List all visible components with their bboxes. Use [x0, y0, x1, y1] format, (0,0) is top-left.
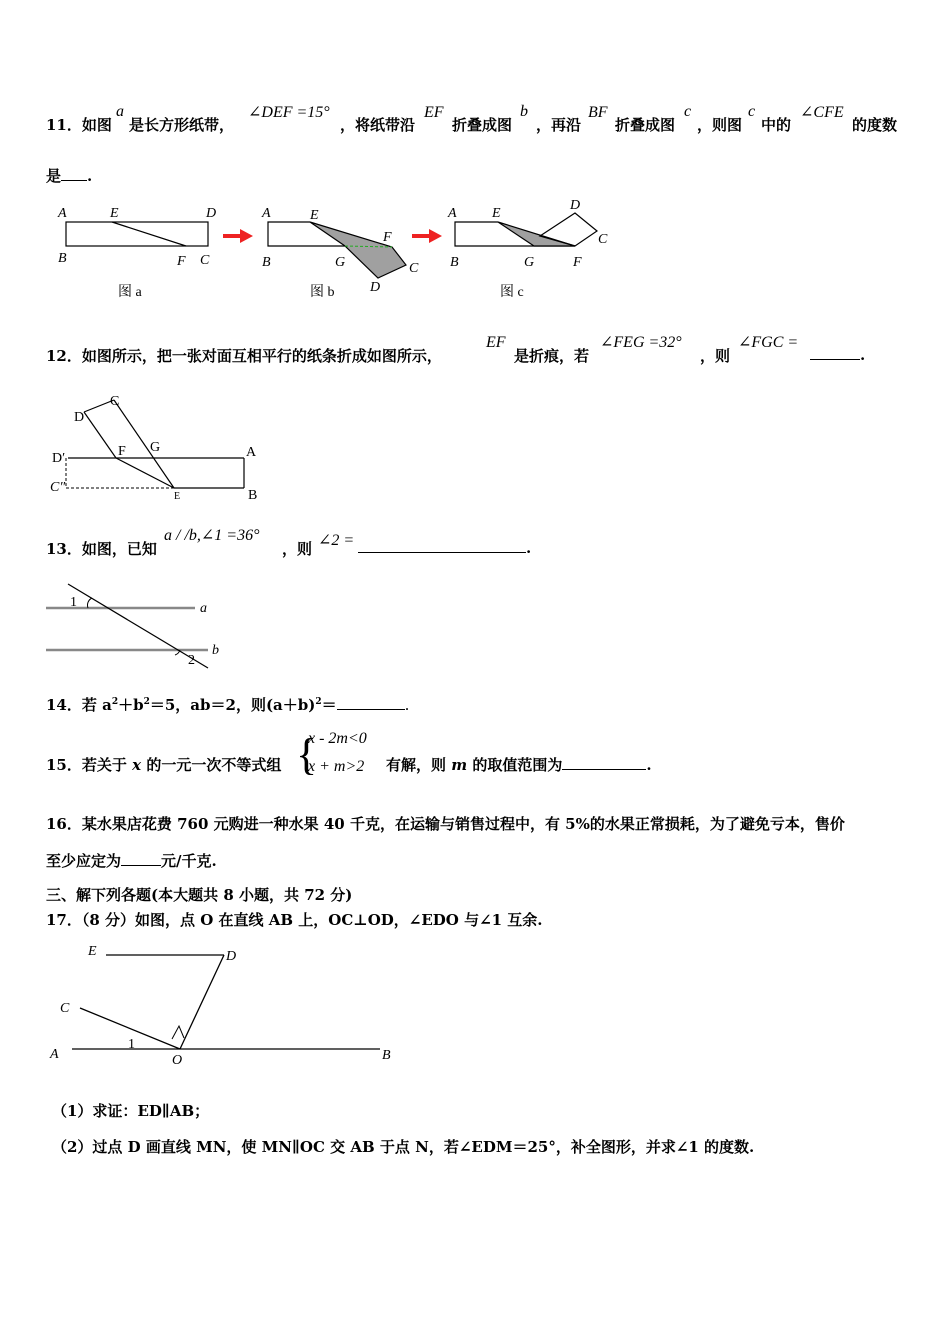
q14-superscript: 2 [143, 697, 150, 707]
q15-answer-blank[interactable] [562, 755, 646, 770]
label-a: a [200, 601, 207, 616]
q13-math-question: ∠2 = [318, 532, 355, 549]
q12-line [46, 345, 442, 366]
label-C: C [409, 261, 419, 276]
label-D: D [206, 206, 217, 221]
q11-text: ，则图 [697, 116, 743, 134]
fig-c-caption: 图 c [500, 285, 524, 300]
label-C: C [598, 232, 608, 247]
q11-math-bf: BF [588, 104, 608, 121]
label-G: G [335, 255, 346, 270]
q13-number: 13． [46, 540, 82, 558]
label-A: A [448, 206, 457, 221]
label-C: C [200, 253, 210, 268]
fig-a-rectangle [66, 222, 208, 246]
q11-math-angle: ∠DEF =15° [248, 104, 330, 121]
q15-number: 15． [46, 756, 82, 774]
label-B: B [450, 255, 459, 270]
q12-end: . [860, 346, 866, 364]
red-arrow-icon [429, 229, 442, 243]
q13-text: ，则 [282, 540, 313, 558]
label-E: E [88, 944, 97, 959]
q11-line2 [46, 165, 92, 186]
q15-text: 有解，则 [386, 756, 447, 774]
q11-text: 是 [46, 167, 62, 185]
q16-text: 某水果店花费 760 元购进一种水果 40 千克，在运输与销售过程中，有 5%的水果正常损耗，为了避免亏本，售价 [81, 815, 845, 833]
q14-text: ＝ [321, 696, 337, 714]
q12-text: ，则 [700, 347, 731, 365]
section-3-title: 三、解下列各题(本大题共 8 小题，共 72 分) [46, 886, 353, 904]
angle-1-arc [87, 598, 92, 608]
right-angle-mark [172, 1026, 184, 1039]
label-B: B [58, 251, 67, 266]
label-F: F [118, 444, 126, 459]
q11-text: 折叠成图 [452, 116, 513, 134]
q17-figure [44, 938, 404, 1068]
q13-end: . [526, 539, 532, 557]
q15-end: . [646, 756, 652, 774]
q11-math-c: c [684, 103, 692, 120]
label-C-double-prime: C″ [50, 480, 66, 495]
fig-b-caption: 图 b [310, 285, 335, 300]
q16-number: 16． [46, 815, 82, 833]
q15-text: 的取值范围为 [472, 756, 563, 774]
q14-text: 若 a [81, 696, 112, 714]
q12-answer-blank[interactable] [810, 345, 860, 360]
q11-text: ，再沿 [536, 116, 582, 134]
q16-line1 [46, 813, 845, 834]
q11-text: 折叠成图 [615, 116, 676, 134]
q11-end: . [87, 167, 93, 185]
label-A: A [50, 1047, 59, 1062]
q14-line [46, 694, 409, 715]
label-D: D [226, 949, 237, 964]
label-D: D [74, 410, 85, 425]
label-G: G [524, 255, 535, 270]
q17-number: 17． [46, 911, 82, 929]
q11-number: 11． [46, 116, 82, 134]
label-angle-1: 1 [128, 1037, 135, 1052]
q11-text: 的度数 [852, 116, 898, 134]
crease-ef [116, 458, 174, 488]
q15-text: 的一元一次不等式组 [146, 756, 282, 774]
label-B: B [262, 255, 271, 270]
red-arrow-icon [240, 229, 253, 243]
q16-line2 [46, 850, 217, 871]
q14-text: ＋b [118, 696, 144, 714]
label-F: F [177, 254, 186, 269]
label-E: E [310, 208, 319, 223]
q11-text: ，将纸带沿 [340, 116, 416, 134]
q17-part-2: （2）过点 D 画直线 MN，使 MN∥OC 交 AB 于点 N，若∠EDM＝25°，补全图形，并求∠1 的度数. [52, 1138, 755, 1156]
label-b: b [212, 643, 219, 658]
label-C: C [110, 394, 120, 409]
label-F: F [383, 230, 392, 245]
q15-line-a [46, 754, 281, 775]
label-angle-2: 2 [188, 653, 195, 668]
q15-text: 若关于 [81, 756, 127, 774]
label-G: G [150, 440, 161, 455]
original-position-dashed [66, 458, 174, 488]
label-F: F [573, 255, 582, 270]
q12-figure [44, 390, 274, 505]
q15-inequality-1: x - 2m<0 [308, 730, 367, 747]
q13-answer [358, 538, 531, 557]
q11-math-a: a [116, 103, 124, 120]
label-E: E [174, 491, 181, 502]
q15-line-b [386, 754, 652, 775]
q12-math-feg: ∠FEG =32° [600, 334, 682, 351]
q14-superscript: 2 [315, 697, 322, 707]
label-D: D [370, 280, 381, 295]
q12-answer [810, 345, 865, 364]
q11-math-ef: EF [424, 104, 444, 121]
q14-text: ＝5，ab＝2，则(a＋b) [149, 696, 316, 714]
q15-var-m: m [451, 756, 468, 774]
ray-od [180, 955, 224, 1049]
q11-figures [40, 196, 630, 306]
q13-text: 如图，已知 [81, 540, 157, 558]
q14-answer-blank[interactable] [337, 695, 405, 710]
q12-math-fgc: ∠FGC = [738, 334, 799, 351]
q11-text: 中的 [761, 116, 792, 134]
q12-number: 12． [46, 347, 82, 365]
label-A: A [58, 206, 67, 221]
fig-a-crease-ef [112, 222, 186, 246]
label-D-prime: D′ [52, 451, 66, 466]
fig-b-folded-part [310, 222, 406, 278]
label-E: E [492, 206, 501, 221]
q11-text: 如图 [81, 116, 112, 134]
q11-math-c2: c [748, 103, 756, 120]
q11-text: 是长方形纸带， [129, 116, 235, 134]
q15-inequality-2: x + m>2 [308, 758, 365, 775]
q16-answer-blank[interactable] [121, 851, 161, 866]
q17-part-1: （1）求证：ED∥AB； [52, 1102, 210, 1120]
q12-text: 如图所示，把一张对面互相平行的纸条折成如图所示， [81, 347, 442, 365]
transversal [68, 584, 208, 668]
folded-edge-d [84, 412, 116, 458]
q17-stem-line [46, 909, 543, 930]
q11-math-b: b [520, 103, 528, 120]
label-O: O [172, 1053, 183, 1068]
q16-text: 元/千克. [161, 852, 217, 870]
q11-math-cfe: ∠CFE [800, 104, 844, 121]
q13-line [46, 538, 157, 559]
q12-text: 是折痕，若 [514, 347, 590, 365]
q16-text: 至少应定为 [46, 852, 122, 870]
q11-line1 [46, 114, 112, 135]
q13-answer-blank[interactable] [358, 538, 526, 553]
q15-var-x: x [132, 756, 142, 774]
label-B: B [248, 488, 258, 503]
q14-number: 14． [46, 696, 82, 714]
fig-a-caption: 图 a [118, 285, 142, 300]
q14-end: . [404, 696, 410, 714]
q11-answer-blank[interactable] [61, 166, 87, 181]
label-E: E [110, 206, 119, 221]
label-B: B [382, 1048, 391, 1063]
label-A: A [262, 206, 271, 221]
q17-stem: （8 分）如图，点 O 在直线 AB 上，OC⊥OD，∠EDO 与∠1 互余. [81, 911, 543, 929]
q15-brace: { [296, 730, 318, 779]
q12-math-ef: EF [486, 334, 506, 351]
q13-math-condition: a / /b,∠1 =36° [164, 527, 260, 544]
label-D: D [570, 198, 581, 213]
q14-superscript: 2 [111, 697, 119, 707]
label-angle-1: 1 [70, 595, 77, 610]
q13-figure [40, 578, 240, 674]
label-A: A [246, 445, 257, 460]
label-C: C [60, 1001, 70, 1016]
